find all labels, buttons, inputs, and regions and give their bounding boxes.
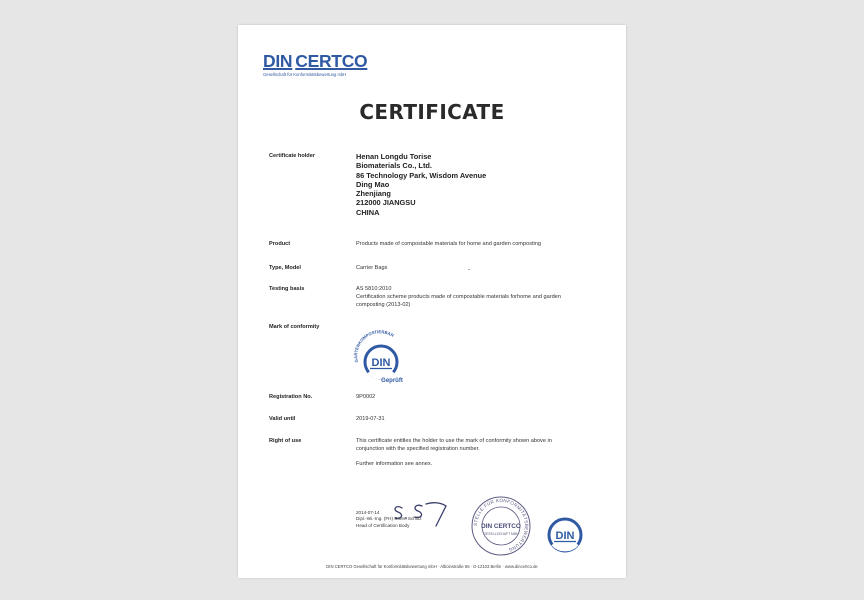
holder-label: Certificate holder (269, 153, 316, 159)
holder-line: Zhenjiang (356, 189, 391, 199)
mark-geprueft-text: Geprüft (381, 378, 403, 384)
stamp-bottom-text: GESELLSCHAFT MBH (483, 532, 519, 536)
din-logo-small (545, 515, 585, 555)
product-value: Products made of compostable materials for home and garden composting (356, 241, 542, 247)
holder-line: 86 Technology Park, Wisdom Avenue (356, 170, 487, 180)
holder-line: CHINA (356, 207, 380, 217)
din-logo-small-text: DIN (555, 530, 575, 542)
registration-value: 9P0002 (356, 394, 376, 400)
type-model-value: Carrier Bags (356, 265, 388, 271)
holder-line: Biomaterials Co., Ltd. (356, 161, 432, 171)
valid-until-value: 2019-07-31 (356, 416, 385, 422)
logo-certco: CERTCO (295, 51, 368, 71)
testing-basis-value (356, 285, 561, 310)
stamp-center-text: DIN CERTCO (481, 523, 521, 530)
logo-din: DIN (263, 51, 293, 71)
mark-of-conformity-label: Mark of conformity (269, 324, 320, 330)
testing-basis-line: Certification scheme products made of compostable materials forhome and garden (356, 294, 561, 301)
holder-line: Henan Longdu Torise (356, 152, 432, 161)
page-title: CERTIFICATE (359, 100, 505, 124)
signatory-role: Head of Certification Body (356, 522, 410, 528)
footer-address: DIN CERTCO Gesellschaft für Konformitätsbewertung mbH · Alboinstraße 56 · D-12103 Berlin · www.dincertco.de (326, 564, 538, 569)
holder-address (356, 152, 486, 217)
certificate-sheet (238, 25, 626, 578)
mark-ring-text: GARTENKOMPOSTIERBAR (353, 330, 395, 363)
right-of-use-line: This certificate entitles the holder to use the mark of conformity shown above in (356, 438, 552, 444)
further-information: Further information see annex. (356, 461, 433, 468)
product-label: Product (269, 241, 291, 247)
registration-label: Registration No. (269, 394, 313, 400)
holder-line: 212000 JIANGSU (356, 198, 416, 208)
mark-din-text: DIN (371, 357, 391, 369)
testing-basis-line: composting (2013-02) (356, 302, 411, 309)
holder-line: Ding Mao (356, 179, 390, 189)
signature-block (356, 510, 422, 529)
right-of-use-label: Right of use (269, 438, 302, 444)
valid-until-label: Valid until (269, 416, 296, 422)
scan-speck (468, 269, 470, 270)
type-model-label: Type, Model (269, 265, 301, 271)
official-stamp (470, 495, 532, 557)
logo-tagline: Gesellschaft für Konformitätsbewertung mbH (263, 72, 347, 77)
right-of-use-value (356, 437, 552, 469)
signature-date: 2014-07-14 (356, 510, 380, 515)
stamp-ring-text: STELLE FÜR KONFORMITÄTSBEWERTUNG (472, 497, 530, 553)
right-of-use-line: conjunction with the specified registration number. (356, 446, 480, 453)
din-certco-logo (263, 52, 367, 77)
din-geprueft-mark (348, 330, 416, 388)
signatory-name: Dipl.-Wi.-Ing. (FH) Sören Scholz (356, 516, 422, 522)
testing-basis-line: AS 5810:2010 (356, 286, 392, 292)
testing-basis-label: Testing basis (269, 286, 305, 292)
